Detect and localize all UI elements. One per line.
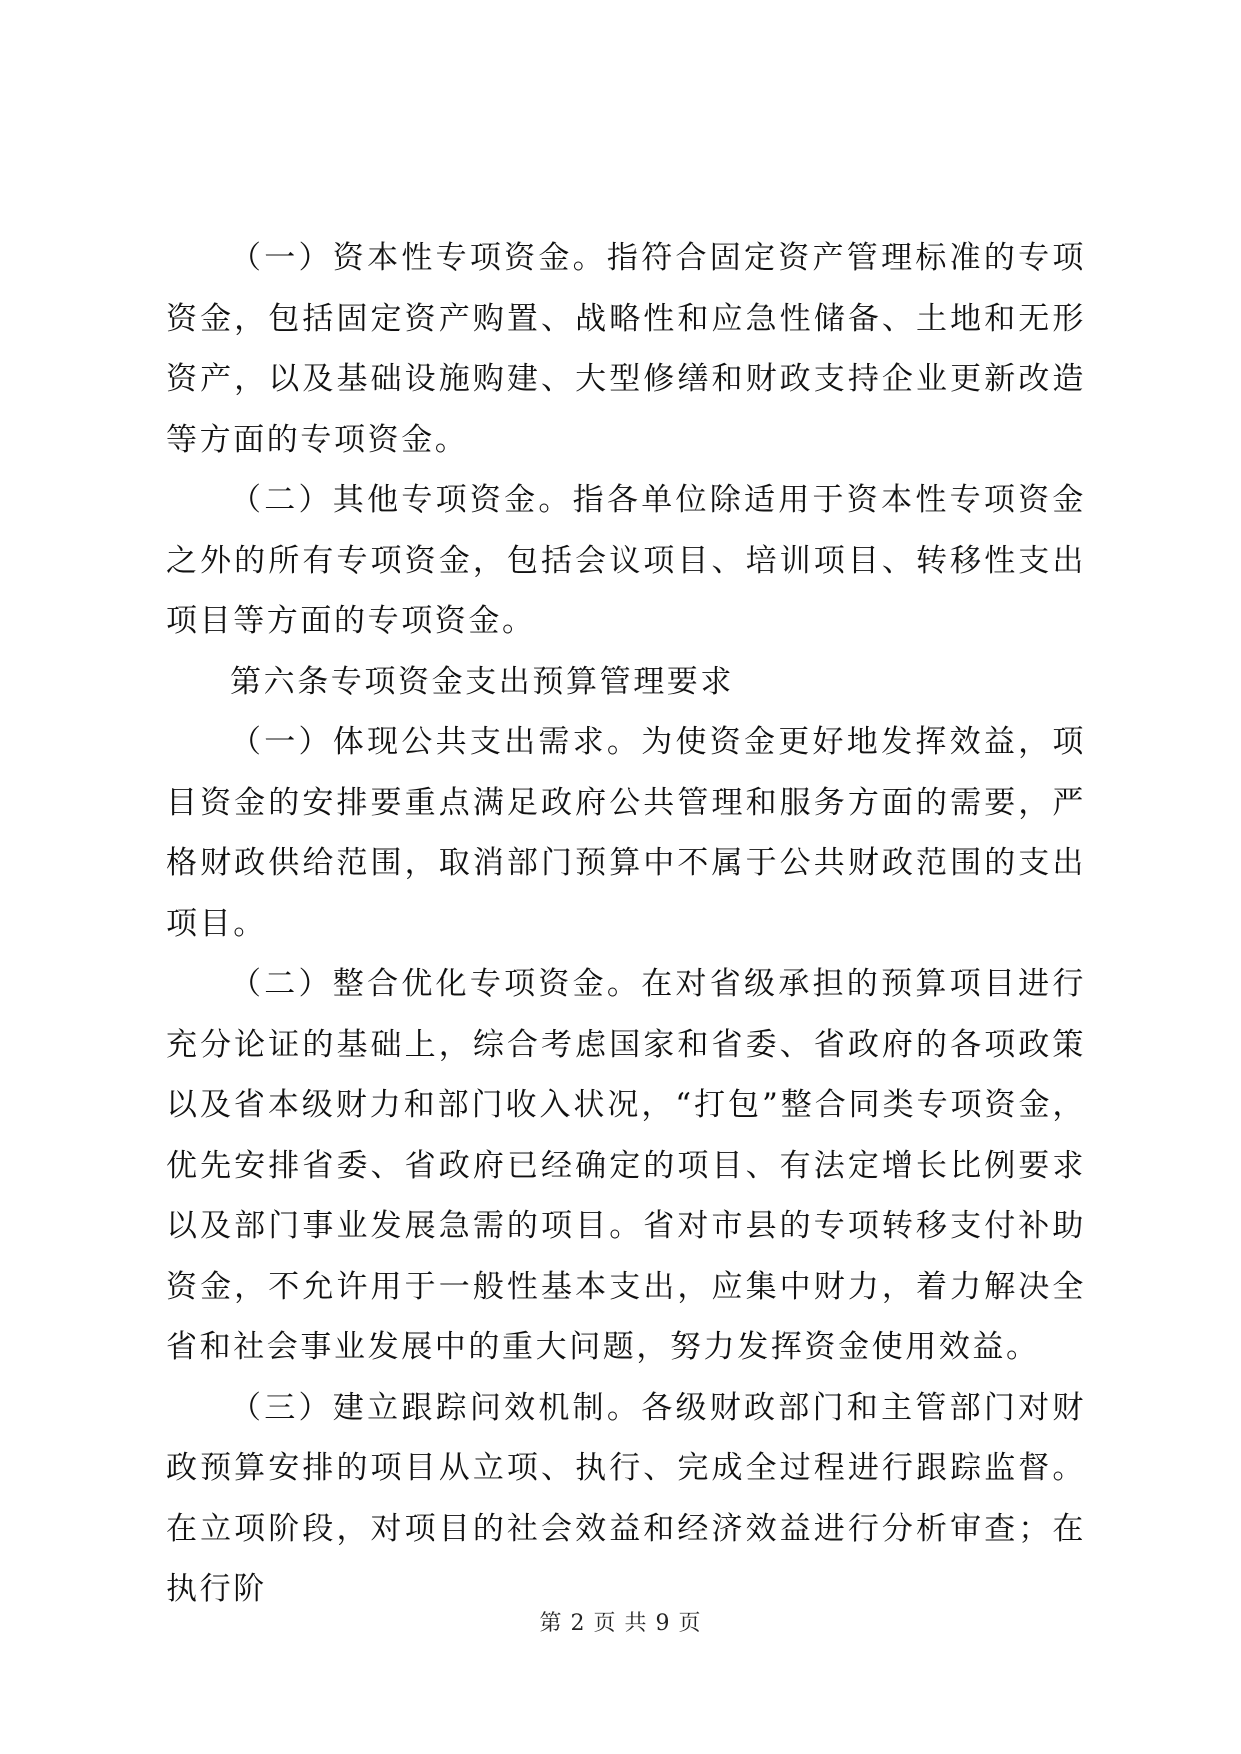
- article-six-heading: 第六条专项资金支出预算管理要求: [230, 663, 734, 700]
- paragraph-public-demand: （一）体现公共支出需求。为使资金更好地发挥效益，项目资金的安排要重点满足政府公共管理和服务方面的需要，严格财政供给范围，取消部门预算中不属于公共财政范围的支出项目。: [166, 724, 1086, 942]
- paragraph-integrate-funds: （二）整合优化专项资金。在对省级承担的预算项目进行充分论证的基础上，综合考虑国家和省委、省政府的各项政策以及省本级财力和部门收入状况，“打包”整合同类专项资金，优先安排省委、省政府已经确定的项目、有法定增长比例要求以及部门事业发展急需的项目。省对市县的专项转移支付补助资金，不允许用于一般性基本支出，应集中财力，着力解决全省和社会事业发展中的重大问题，努力发挥资金使用效益。: [166, 966, 1086, 1365]
- page-number-footer: 第 2 页 共 9 页: [539, 1611, 702, 1636]
- document-body: [166, 228, 1086, 1620]
- paragraph-capital-funds: （一）资本性专项资金。指符合固定资产管理标准的专项资金，包括固定资产购置、战略性和应急性储备、土地和无形资产，以及基础设施购建、大型修缮和财政支持企业更新改造等方面的专项资金。: [166, 240, 1086, 458]
- paragraph-tracking-mechanism: （三）建立跟踪问效机制。各级财政部门和主管部门对财政预算安排的项目从立项、执行、完成全过程进行跟踪监督。在立项阶段，对项目的社会效益和经济效益进行分析审查；在执行阶: [166, 1389, 1086, 1607]
- paragraph-other-funds: （二）其他专项资金。指各单位除适用于资本性专项资金之外的所有专项资金，包括会议项目、培训项目、转移性支出项目等方面的专项资金。: [166, 482, 1086, 639]
